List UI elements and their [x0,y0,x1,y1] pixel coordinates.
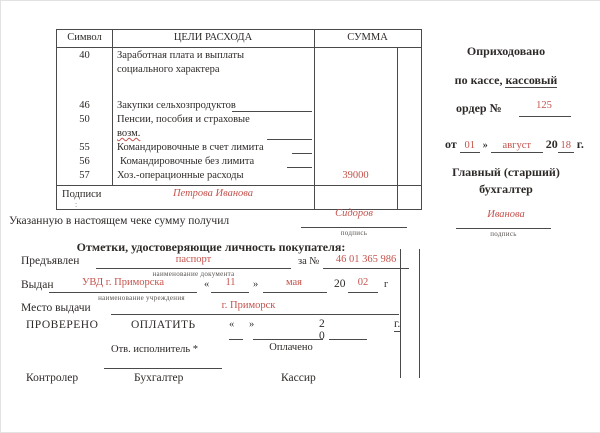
issued-label: Выдан [21,279,54,291]
responsible-label: Отв. исполнитель * [111,344,199,355]
pay-year-suffix: г. [394,318,400,332]
paid-label: Оплачено [269,342,313,353]
row-code: 57 [79,170,90,181]
day-quote-open: « [204,279,210,290]
row-purpose: Закупки сельхозпродуктов [117,100,236,111]
row-purpose: Командировочные в счет лимита [117,142,264,153]
stub-signature-line [456,228,551,229]
pay-year-zero: 0 [319,330,325,342]
row-amount: 39000 [342,170,369,181]
stub-date-year: 18 [558,140,574,153]
row-code: 56 [79,156,90,167]
stub-order-value: 125 [536,100,552,111]
stub-cash-order-underlined: кассовый [505,73,558,87]
stub-order-line [519,116,571,117]
stub-date-century: 20 [545,137,558,151]
accountant-label: Бухгалтер [134,372,184,384]
marks-title: Отметки, удостоверяющие личность покупателя: [76,240,346,254]
pay-year-line [329,339,367,340]
stub-date-month: август [491,140,543,153]
stub-signature: Иванова [487,209,525,220]
lower-form-right-border [400,249,401,378]
year-suffix: г [384,279,389,290]
number-label: за № [298,256,320,267]
stub-chief-line2: бухгалтер [479,182,533,196]
table-col-divider-2 [314,30,315,209]
receipt-signature-line [301,227,407,228]
number-value: 46 01 365 986 [335,254,397,265]
number-line [323,268,409,269]
issued-value: УВД г. Приморска [81,277,165,288]
checked-label: ПРОВЕРЕНО [26,319,99,331]
fill-line [232,111,312,112]
stub-date-day: 01 [460,140,480,153]
expense-purpose-table [56,29,422,210]
receipt-signature-caption: подпись [340,229,368,237]
row-code: 55 [79,142,90,153]
fill-line [267,139,312,140]
day-line [211,292,249,293]
document-value: паспорт [175,254,212,265]
day-value: 11 [225,277,236,288]
signatures-label: Подписи [62,189,102,200]
stub-date-suffix: г. [576,137,584,151]
month-value: мая [285,277,303,288]
stub-cash-order-label [431,74,581,88]
table-sum-subdivider [397,47,398,209]
year-line [348,292,378,293]
pay-year-two: 2 [319,318,325,330]
stub-posted-label: Оприходовано [466,44,546,58]
receipt-signature: Сидоров [335,208,373,219]
stub-from-label: от [445,137,457,151]
row-purpose: Заработная плата и выплаты [117,50,245,61]
century-label: 20 [334,278,346,290]
stub-date-quote: » [482,140,488,151]
place-line [111,314,399,315]
stub-date-row [445,138,584,153]
presented-label: Предъявлен [21,255,80,267]
controller-label: Контролер [26,372,79,384]
document-line [96,268,291,269]
document-caption: наименование документа [152,270,235,278]
col-header-purpose: ЦЕЛИ РАСХОДА [173,32,253,43]
row-purpose: Пенсии, пособия и страховые [117,114,250,125]
pay-quote-open: « [229,319,235,330]
receipt-label: Указанную в настоящем чеке сумму получил [9,215,230,227]
pay-quote-close: » [249,319,255,330]
row-code: 50 [79,114,90,125]
row-code: 40 [79,50,90,61]
stub-chief-line1: Главный (старший) [452,165,560,179]
stub-order-label: ордер № [456,101,502,115]
accountant-line [104,368,222,369]
fill-line [287,167,312,168]
place-label: Место выдачи [21,302,91,314]
signatures-value: Петрова Иванова [172,188,254,199]
fill-line [292,153,312,154]
stub-section [431,1,597,432]
month-line [263,292,327,293]
pay-day-line [229,339,243,340]
row-purpose-cont: возм. [117,128,141,139]
pay-label: ОПЛАТИТЬ [131,319,196,331]
day-quote-close: » [253,279,259,290]
row-purpose-cont: социального характера [117,64,220,75]
row-code: 46 [79,100,90,111]
paid-line [253,339,323,340]
row-purpose: Командировочные без лимита [120,156,255,167]
stub-cash-order-pre: по кассе, [454,73,506,87]
signatures-colon: : [75,200,78,209]
issued-line [49,292,197,293]
place-value: г. Приморск [221,300,276,311]
table-signatures-rule [57,185,421,186]
stub-signature-caption: подпись [490,230,517,238]
stub-divider [419,249,420,378]
cashier-label: Кассир [281,372,316,384]
issued-caption: наименование учреждения [98,294,185,302]
year-value: 02 [357,277,369,288]
row-purpose: Хоз.-операционные расходы [117,170,244,181]
col-header-sum: СУММА [347,32,388,43]
table-col-divider-1 [112,30,113,185]
col-header-symbol: Символ [67,32,102,43]
